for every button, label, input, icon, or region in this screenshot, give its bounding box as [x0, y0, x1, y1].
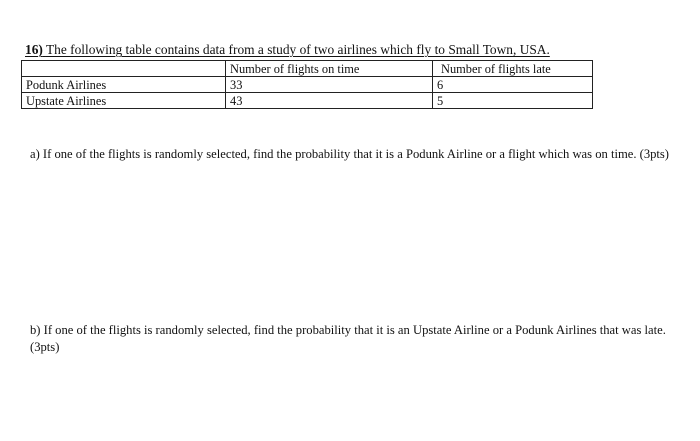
- table-header-row: [22, 61, 593, 77]
- table-row: [22, 93, 593, 109]
- table-cell-airline: Upstate Airlines: [22, 93, 226, 109]
- table-header-on-time: Number of flights on time: [226, 61, 433, 77]
- table-header-corner: [22, 61, 226, 77]
- question-part-a: a) If one of the flights is randomly selected, find the probability that it is a Podunk Airline or a flight which was on time. (3pts): [30, 147, 670, 161]
- question-intro: The following table contains data from a study of two airlines which fly to Small Town, USA.: [45, 42, 550, 57]
- question-header: [25, 42, 550, 58]
- question-number: 16): [25, 42, 43, 57]
- table-cell-airline: Podunk Airlines: [22, 77, 226, 93]
- table-cell-on-time: 33: [226, 77, 433, 93]
- table-header-late: Number of flights late: [433, 61, 593, 77]
- table-row: [22, 77, 593, 93]
- question-part-b: b) If one of the flights is randomly selected, find the probability that it is an Upstate Airline or a Podunk Airlines that was late. (3pts): [30, 323, 666, 354]
- table-cell-late: 5: [433, 93, 593, 109]
- airline-data-table: [21, 60, 593, 109]
- table-cell-late: 6: [433, 77, 593, 93]
- table-cell-on-time: 43: [226, 93, 433, 109]
